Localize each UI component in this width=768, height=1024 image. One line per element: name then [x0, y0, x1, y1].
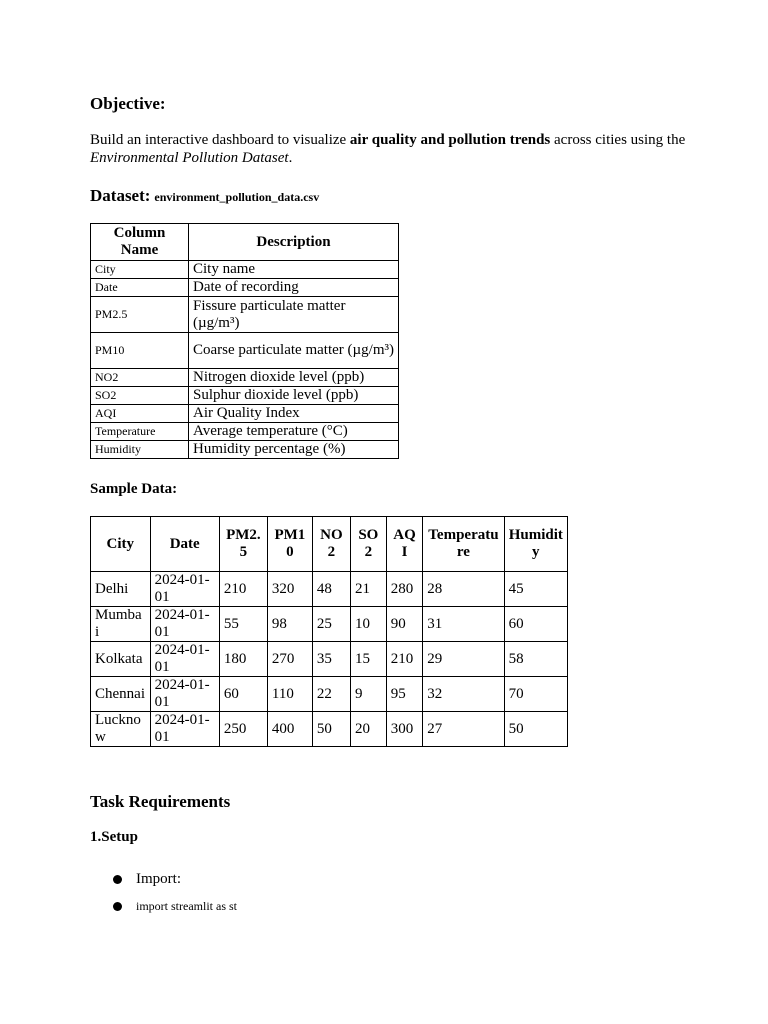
sample-data-cell: 2024-01-01 — [150, 572, 219, 607]
bullet-text: Import: — [136, 871, 181, 887]
sample-data-cell: 2024-01-01 — [150, 677, 219, 712]
sample-data-cell: 15 — [350, 642, 386, 677]
bullet-item — [113, 898, 237, 915]
column-description-cell: Humidity percentage (%) — [189, 441, 399, 459]
sample-header-cell: PM2.5 — [219, 517, 267, 572]
column-description-cell: Nitrogen dioxide level (ppb) — [189, 369, 399, 387]
sample-data-cell: 31 — [423, 607, 504, 642]
sample-header-cell: AQI — [386, 517, 423, 572]
column-name-cell: SO2 — [91, 387, 189, 405]
sample-data-cell: 400 — [267, 712, 312, 747]
column-name-cell: PM10 — [91, 333, 189, 369]
objective-bold-text: air quality and pollution trends — [349, 132, 551, 148]
sample-data-cell: 22 — [312, 677, 350, 712]
sample-data-cell: 300 — [386, 712, 423, 747]
sample-data-cell: 180 — [219, 642, 267, 677]
sample-data-cell: 250 — [219, 712, 267, 747]
column-name-cell: Humidity — [91, 441, 189, 459]
table-row — [91, 279, 399, 297]
sample-data-cell: 320 — [267, 572, 312, 607]
column-description-cell: Date of recording — [189, 279, 399, 297]
column-description-cell: Fissure particulate matter (µg/m³) — [189, 297, 399, 333]
dataset-heading: Dataset: — [90, 186, 151, 205]
table-row — [91, 712, 568, 747]
sample-data-cell: 60 — [504, 607, 567, 642]
sample-header-cell: NO2 — [312, 517, 350, 572]
column-description-cell: Coarse particulate matter (µg/m³) — [189, 333, 399, 369]
column-description-cell: Average temperature (°C) — [189, 423, 399, 441]
column-name-cell: PM2.5 — [91, 297, 189, 333]
dataset-filename: environment_pollution_data.csv — [154, 190, 320, 204]
sample-data-cell: 9 — [350, 677, 386, 712]
sample-data-cell: 90 — [386, 607, 423, 642]
column-description-cell: City name — [189, 261, 399, 279]
table-row — [91, 642, 568, 677]
sample-data-cell: 110 — [267, 677, 312, 712]
task-requirements-heading: Task Requirements — [90, 792, 231, 811]
bullet-text: import streamlit as st — [136, 899, 237, 913]
sample-data-heading: Sample Data: — [90, 481, 178, 497]
table-row — [91, 333, 399, 369]
sample-data-cell: 98 — [267, 607, 312, 642]
setup-step-heading: 1.Setup — [90, 829, 138, 845]
bullet-item — [113, 871, 181, 888]
sample-data-cell: 50 — [312, 712, 350, 747]
sample-data-cell: Mumbai — [91, 607, 151, 642]
sample-data-cell: 48 — [312, 572, 350, 607]
table-row — [91, 441, 399, 459]
sample-data-cell: 10 — [350, 607, 386, 642]
sample-data-cell: 20 — [350, 712, 386, 747]
sample-data-cell: Kolkata — [91, 642, 151, 677]
column-description-cell: Air Quality Index — [189, 405, 399, 423]
sample-data-cell: 280 — [386, 572, 423, 607]
sample-data-cell: 95 — [386, 677, 423, 712]
columns-header-name: Column Name — [91, 224, 189, 261]
objective-text-2: across cities using the — [550, 132, 686, 148]
objective-text-3: . — [288, 150, 293, 166]
sample-data-cell: 60 — [219, 677, 267, 712]
table-row — [91, 297, 399, 333]
objective-text-1: Build an interactive dashboard to visualize — [90, 132, 350, 148]
bullet-icon — [113, 902, 122, 911]
sample-data-cell: 25 — [312, 607, 350, 642]
sample-header-cell: Temperature — [423, 517, 504, 572]
table-row — [91, 405, 399, 423]
sample-data-cell: 32 — [423, 677, 504, 712]
column-name-cell: AQI — [91, 405, 189, 423]
column-name-cell: Date — [91, 279, 189, 297]
sample-data-cell: 27 — [423, 712, 504, 747]
sample-data-cell: 50 — [504, 712, 567, 747]
column-name-cell: Temperature — [91, 423, 189, 441]
sample-header-cell: Date — [150, 517, 219, 572]
sample-data-cell: 45 — [504, 572, 567, 607]
columns-table — [90, 223, 399, 459]
objective-paragraph — [90, 131, 690, 167]
column-description-cell: Sulphur dioxide level (ppb) — [189, 387, 399, 405]
sample-header-cell: City — [91, 517, 151, 572]
sample-data-cell: Delhi — [91, 572, 151, 607]
sample-data-cell: 35 — [312, 642, 350, 677]
sample-data-cell: 70 — [504, 677, 567, 712]
sample-data-cell: 29 — [423, 642, 504, 677]
table-row — [91, 423, 399, 441]
columns-header-description: Description — [189, 224, 399, 261]
table-row — [91, 369, 399, 387]
column-name-cell: NO2 — [91, 369, 189, 387]
bullet-icon — [113, 875, 122, 884]
dataset-line — [90, 186, 319, 206]
sample-data-cell: 2024-01-01 — [150, 642, 219, 677]
table-row — [91, 572, 568, 607]
table-row — [91, 677, 568, 712]
dataset-name-italic: Environmental Pollution Dataset — [90, 150, 289, 166]
sample-data-cell: Chennai — [91, 677, 151, 712]
sample-data-cell: 2024-01-01 — [150, 607, 219, 642]
sample-data-cell: Lucknow — [91, 712, 151, 747]
sample-data-cell: 270 — [267, 642, 312, 677]
objective-heading: Objective: — [90, 94, 166, 113]
sample-data-cell: 21 — [350, 572, 386, 607]
sample-header-cell: Humidity — [504, 517, 567, 572]
column-name-cell: City — [91, 261, 189, 279]
sample-data-cell: 210 — [219, 572, 267, 607]
sample-data-cell: 210 — [386, 642, 423, 677]
sample-data-cell: 55 — [219, 607, 267, 642]
sample-header-cell: PM10 — [267, 517, 312, 572]
table-row — [91, 261, 399, 279]
table-row — [91, 607, 568, 642]
sample-table-header-row — [91, 517, 568, 572]
sample-header-cell: SO2 — [350, 517, 386, 572]
sample-data-table — [90, 516, 568, 747]
sample-data-cell: 58 — [504, 642, 567, 677]
sample-data-cell: 28 — [423, 572, 504, 607]
table-row — [91, 387, 399, 405]
sample-data-cell: 2024-01-01 — [150, 712, 219, 747]
columns-table-header-row — [91, 224, 399, 261]
